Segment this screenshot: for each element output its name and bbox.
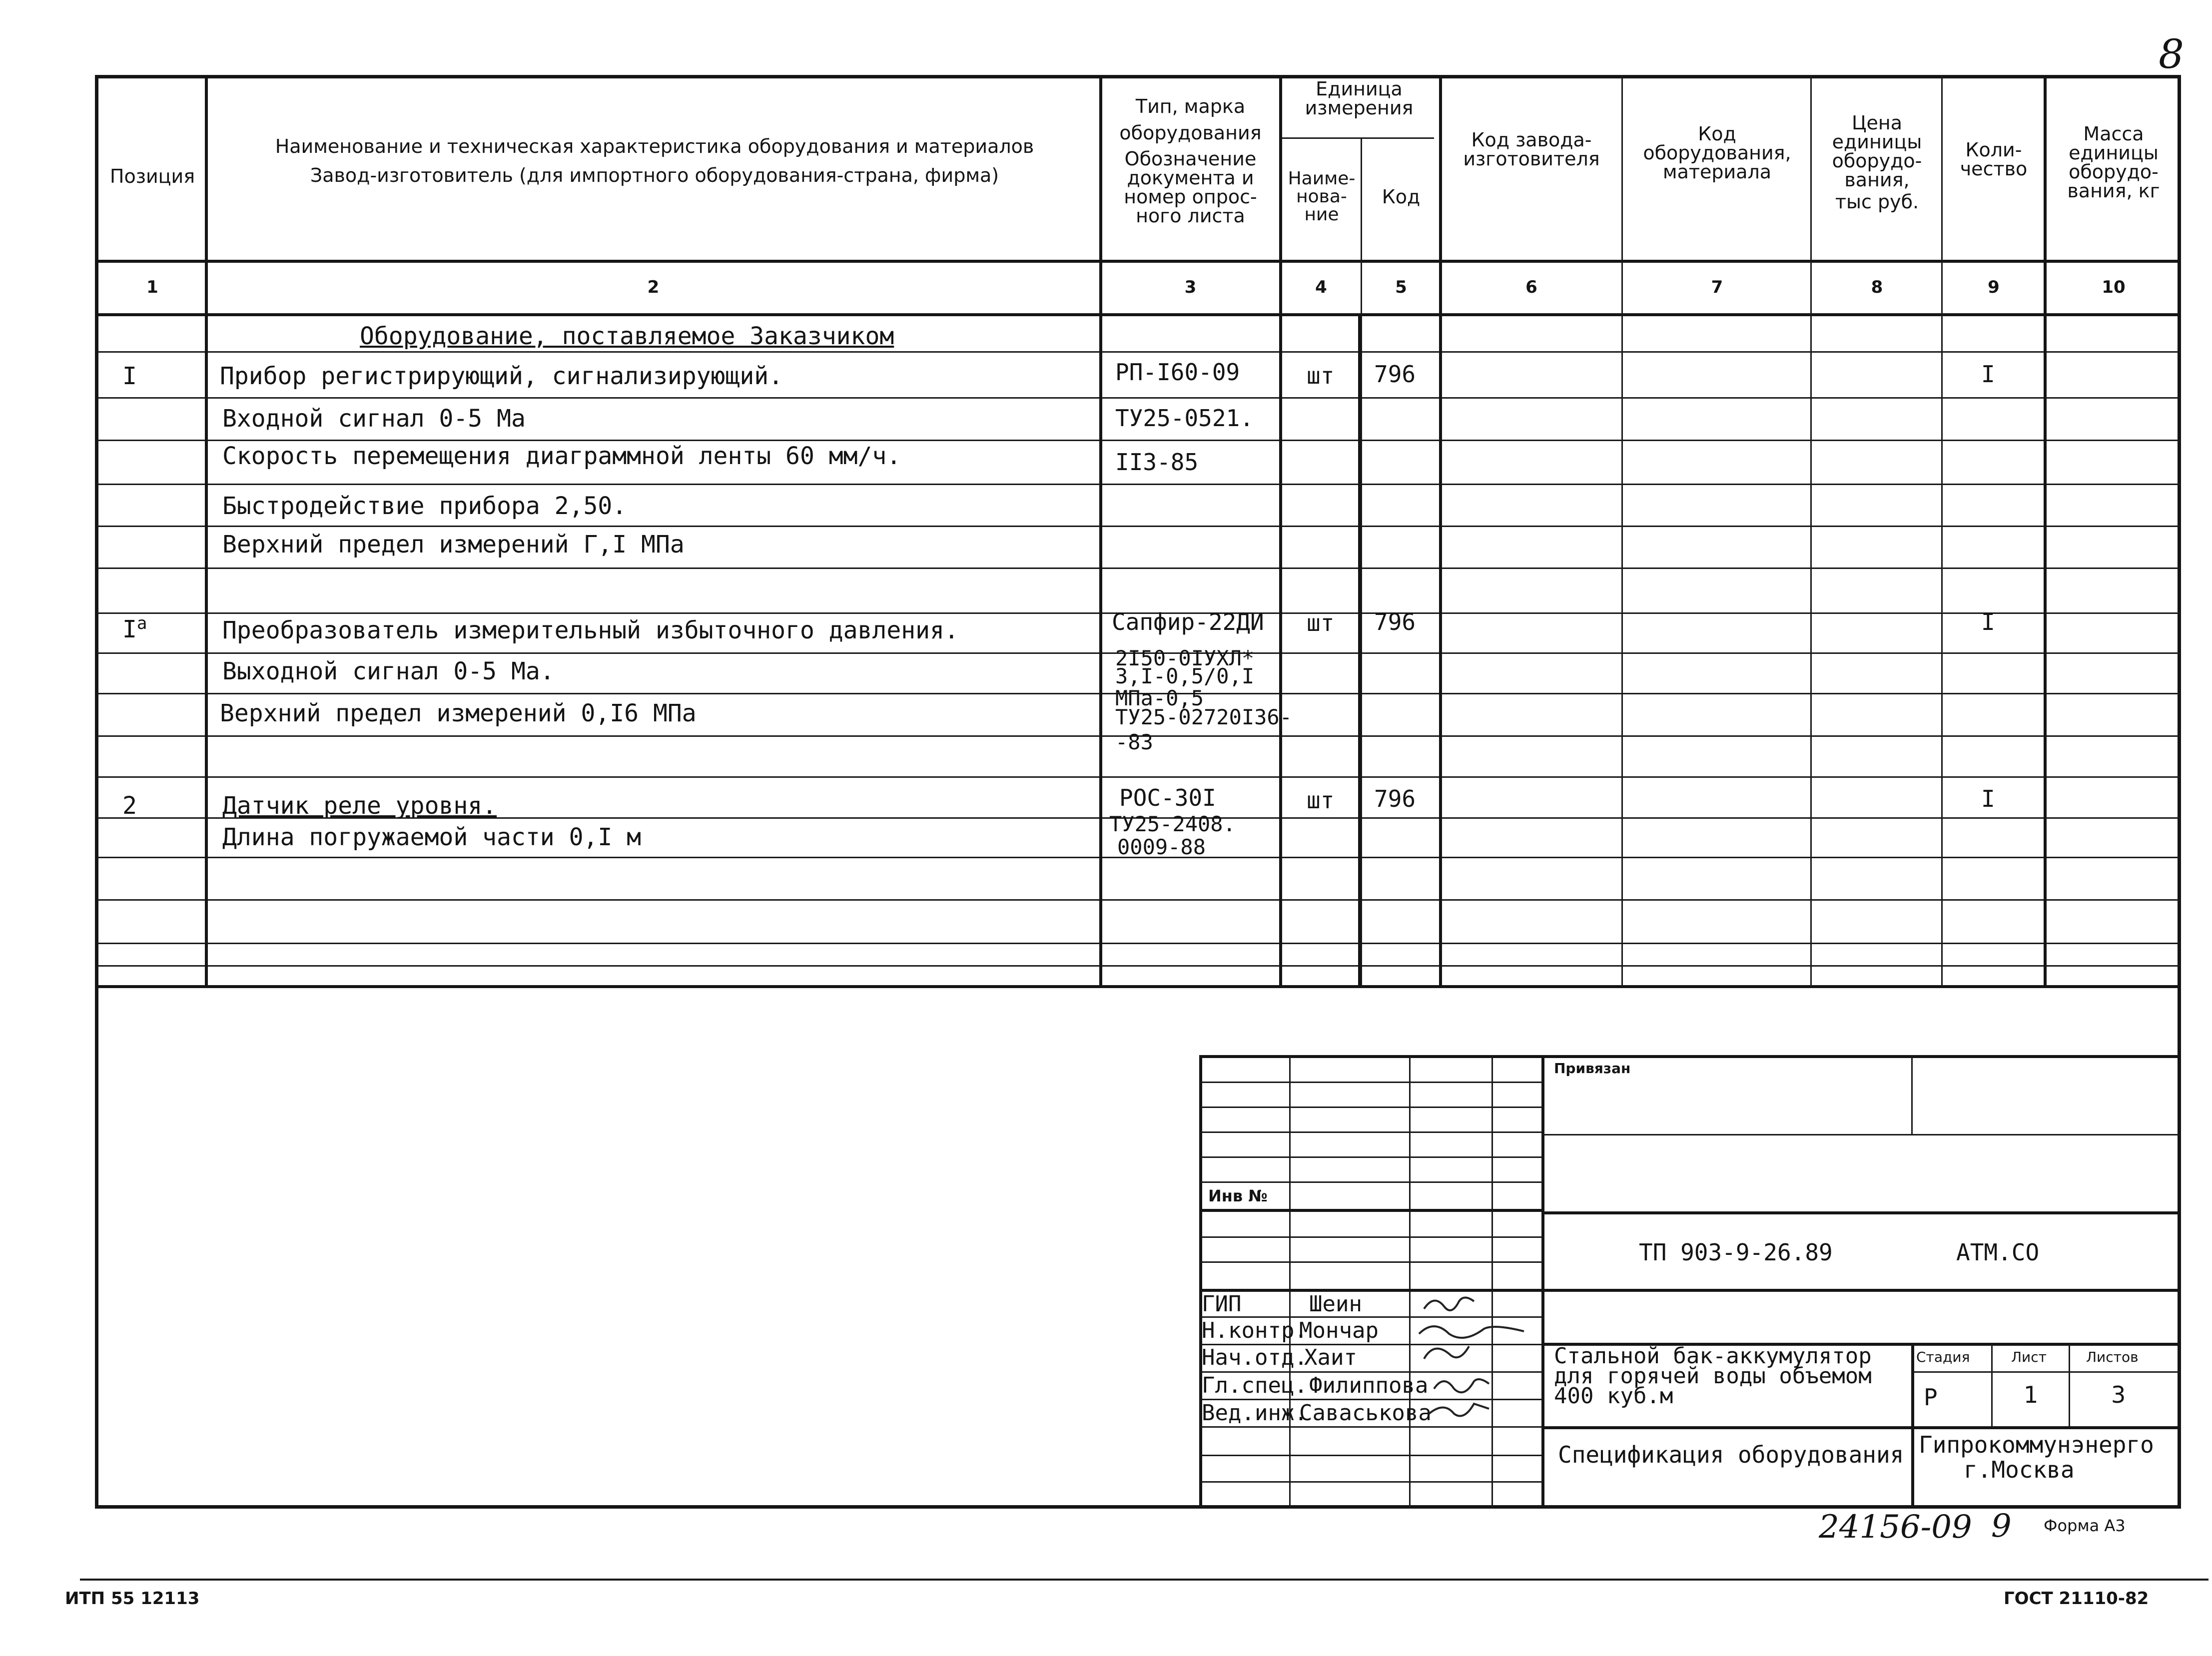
column-number: 8: [1871, 277, 1883, 297]
stamp-grid: [1199, 1131, 1541, 1133]
column-number: 7: [1711, 277, 1723, 297]
section-title: Оборудование, поставляемое Заказчиком: [360, 322, 894, 350]
item-type: 2I50-0IУХЛ*: [1115, 646, 1255, 670]
stamp-grid: [1199, 1481, 1541, 1483]
item-type: РОС-30I: [1119, 784, 1216, 811]
stamp-grid: [1911, 1371, 2181, 1373]
stamp-grid: [1541, 1289, 2181, 1292]
stamp-doc-code: ТП 903-9-26.89: [1639, 1239, 1833, 1266]
col-divider: [2044, 75, 2047, 987]
col-divider: [1810, 75, 1812, 987]
number-row-line: [97, 313, 2181, 316]
stamp-grid: [1199, 1082, 1541, 1083]
column-number: 3: [1184, 277, 1197, 297]
header-unit-group: измерения: [1305, 97, 1414, 119]
column-number: 10: [2102, 277, 2126, 297]
item-type: II3-85: [1115, 449, 1199, 476]
column-number: 1: [146, 277, 158, 297]
stamp-role: Н.контр.: [1202, 1318, 1308, 1343]
header-unit-group: Единица: [1316, 78, 1403, 100]
header-price: оборудо-: [1832, 150, 1922, 172]
stamp-grid: [2069, 1343, 2070, 1426]
header-unit-code: Код: [1382, 186, 1421, 208]
column-number: 6: [1525, 277, 1537, 297]
row-line: [97, 567, 2181, 569]
item-name: Датчик реле уровня.: [222, 792, 497, 820]
header-unit-name: ние: [1304, 204, 1339, 225]
item-name: Верхний предел измерений Г,I МПа: [222, 531, 685, 558]
signatures-image: [1414, 1289, 1544, 1434]
stamp-role: ГИП: [1202, 1291, 1242, 1317]
handwritten-sheet-number: 9: [1991, 1508, 2012, 1545]
item-name: Прибор регистрирующий, сигнализирующий.: [220, 362, 783, 390]
header-bottom-line: [97, 260, 2181, 263]
header-quantity: Коли-: [1965, 139, 2022, 161]
stamp-grid: [1541, 1211, 2181, 1214]
item-name: Выходной сигнал 0-5 Ма.: [222, 657, 555, 685]
stamp-divider: [1541, 1055, 1544, 1509]
stamp-grid: [1199, 1455, 1541, 1456]
handwritten-registration-number: 24156-09: [1819, 1509, 1972, 1546]
quantity: I: [1981, 785, 1995, 812]
stamp-sheet-label: Лист: [2011, 1349, 2047, 1365]
header-price: вания,: [1844, 169, 1910, 191]
col-divider: [1439, 75, 1442, 987]
stamp-linked-label: Привязан: [1554, 1060, 1631, 1077]
position-number: 2: [122, 792, 137, 820]
stamp-organization: Гипрокоммунэнерго: [1919, 1431, 2154, 1458]
stamp-surname: Филиппова: [1309, 1373, 1429, 1398]
stamp-sheets: 3: [2111, 1381, 2126, 1408]
col5-bold-edge: [1358, 315, 1361, 987]
stamp-grid: [1199, 1106, 1541, 1108]
stamp-grid: [1199, 1156, 1541, 1158]
stamp-object-title: для горячей воды объемом: [1554, 1363, 1872, 1389]
stamp-stage: Р: [1924, 1384, 1938, 1411]
table-bottom-line: [97, 985, 2181, 988]
stamp-grid: [1199, 1209, 1541, 1212]
stamp-grid: [1991, 1343, 1993, 1426]
unit-name: шт: [1307, 362, 1335, 389]
column-number: 5: [1395, 277, 1407, 297]
header-name-line2: Завод-изготовитель (для импортного оборудования-страна, фирма): [310, 164, 999, 186]
stamp-doc-name: Спецификация оборудования: [1558, 1441, 1904, 1468]
header-price: единицы: [1832, 131, 1922, 153]
stamp-grid: [1911, 1343, 1914, 1509]
stamp-grid: [1199, 1236, 1541, 1238]
col-divider: [1941, 75, 1943, 987]
item-name: Длина погружаемой части 0,I м: [222, 823, 642, 851]
stamp-surname: Шеин: [1309, 1291, 1362, 1317]
stamp-grid: [1491, 1055, 1493, 1509]
stamp-grid: [1199, 1261, 1541, 1263]
stamp-role: Вед.инж.: [1202, 1400, 1308, 1426]
header-unit-name: нова-: [1296, 186, 1347, 207]
header-type-line: документа и: [1127, 167, 1254, 189]
header-mass: Масса: [2083, 123, 2144, 145]
header-type-line: Обозначение: [1124, 148, 1257, 170]
row-line: [97, 526, 2181, 527]
row-line: [97, 943, 2181, 944]
stamp-inventory-label: Инв №: [1208, 1186, 1268, 1205]
stamp-role: Нач.отд.: [1202, 1345, 1308, 1370]
quantity: I: [1981, 608, 1995, 635]
item-type: -83: [1115, 730, 1153, 754]
row-line: [97, 776, 2181, 778]
item-type: ТУ25-02720I36-: [1115, 705, 1293, 729]
header-equipment-code: Код: [1698, 123, 1736, 145]
stamp-doc-mark: АТМ.СО: [1956, 1239, 2040, 1266]
header-mass: единицы: [2069, 142, 2159, 164]
stamp-grid: [1289, 1055, 1291, 1509]
unit-code: 796: [1374, 361, 1416, 388]
item-name: Скорость перемещения диаграммной ленты 60 мм/ч.: [222, 442, 901, 470]
stamp-organization-city: г.Москва: [1964, 1456, 2075, 1483]
stamp-sheets-label: Листов: [2086, 1349, 2139, 1365]
item-name: Преобразователь измерительный избыточного давления.: [222, 616, 959, 644]
sheet-corner-number: 8: [2159, 31, 2184, 77]
row-line: [97, 351, 2181, 353]
col-divider: [1621, 75, 1623, 987]
footer-rule: [80, 1579, 2209, 1581]
header-unit-name: Наиме-: [1288, 168, 1356, 189]
header-factory-code: изготовителя: [1463, 148, 1600, 170]
column-number: 2: [647, 277, 660, 297]
header-quantity: чество: [1960, 158, 2028, 180]
stamp-stage-label: Стадия: [1916, 1349, 1970, 1365]
stamp-grid: [1541, 1134, 2181, 1135]
row-line: [97, 440, 2181, 441]
stamp-role: Гл.спец.: [1202, 1373, 1308, 1398]
stamp-left: [1199, 1055, 1202, 1509]
footer-code-left: ИТП 55 12113: [65, 1589, 200, 1609]
position-number: $I^а$: [122, 613, 147, 643]
stamp-surname: Саваськова: [1299, 1400, 1432, 1426]
header-equipment-code: материала: [1662, 161, 1772, 183]
header-name-line1: Наименование и техническая характеристика оборудования и материалов: [275, 135, 1034, 157]
header-equipment-code: оборудования,: [1643, 142, 1791, 164]
item-type: РП-I60-09: [1115, 359, 1240, 386]
header-type-line: ного листа: [1136, 205, 1245, 227]
item-type: ТУ25-0521.: [1115, 405, 1254, 432]
item-name: Быстродействие прибора 2,50.: [222, 492, 627, 520]
unit-group-divider: [1279, 137, 1434, 139]
unit-code: 796: [1374, 608, 1416, 635]
stamp-surname: Хаит: [1304, 1345, 1357, 1370]
stamp-object-title: Стальной бак-аккумулятор: [1554, 1343, 1872, 1369]
header-type-line: номер опрос-: [1124, 186, 1257, 208]
position-number: I: [122, 362, 137, 390]
row-line: [97, 899, 2181, 901]
footer-gost: ГОСТ 21110-82: [2004, 1589, 2149, 1609]
header-factory-code: Код завода-: [1471, 129, 1592, 151]
stamp-top: [1199, 1055, 2181, 1058]
col-divider: [205, 75, 208, 987]
header-position: Позиция: [109, 165, 195, 187]
column-number: 4: [1315, 277, 1327, 297]
item-type: Сапфир-22ДИ: [1112, 608, 1264, 635]
stamp-object-title: 400 куб.м: [1554, 1383, 1673, 1409]
header-mass: вания, кг: [2067, 180, 2160, 202]
item-name: Верхний предел измерений 0,I6 МПа: [220, 699, 697, 727]
unit-name: шт: [1307, 787, 1335, 814]
stamp-grid: [1911, 1055, 1913, 1134]
stamp-grid: [1409, 1055, 1411, 1509]
row-line: [97, 965, 2181, 967]
header-mass: оборудо-: [2069, 161, 2159, 183]
unit-name: шт: [1307, 609, 1335, 636]
item-type: МПа-0,5: [1115, 686, 1204, 710]
unit-code: 796: [1374, 785, 1416, 812]
column-number: 9: [1988, 277, 2000, 297]
header-price: тыс руб.: [1835, 191, 1919, 213]
item-name: Входной сигнал 0-5 Ма: [222, 405, 526, 433]
header-type-line: оборудования: [1119, 122, 1262, 144]
stamp-grid: [1199, 1181, 1541, 1183]
header-type-line: Тип, марка: [1135, 95, 1246, 117]
item-type: 3,I-0,5/0,I: [1115, 664, 1255, 688]
row-line: [97, 484, 2181, 485]
stamp-surname: Мончар: [1299, 1318, 1379, 1343]
form-format-label: Формa А3: [2044, 1516, 2126, 1535]
item-type: 0009-88: [1117, 835, 1206, 859]
header-price: Цена: [1851, 112, 1902, 134]
stamp-grid: [1541, 1426, 2181, 1429]
row-line: [97, 397, 2181, 399]
item-type: ТУ25-2408.: [1109, 812, 1236, 836]
quantity: I: [1981, 361, 1995, 388]
stamp-sheet: 1: [2024, 1381, 2039, 1408]
